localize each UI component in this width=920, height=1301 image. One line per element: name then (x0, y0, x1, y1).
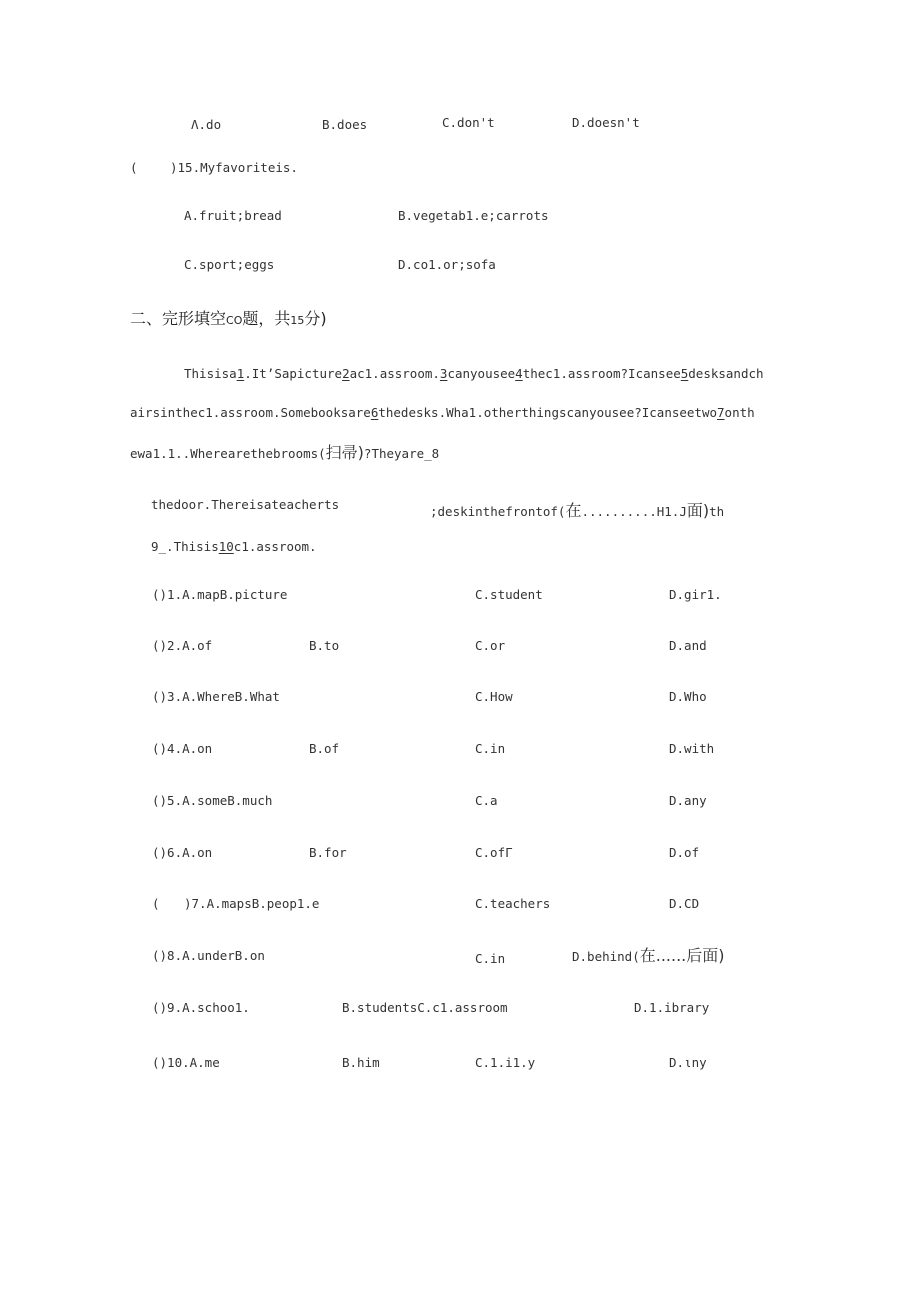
q15-stem: )15.Myfavoriteis. (170, 160, 298, 175)
q9-stem: ()9.A.schoo1. (152, 1000, 250, 1015)
q15-answer-paren: ( (130, 160, 138, 175)
passage-line-1: Thisisa1.It’Sapicture2ac1.assroom.3canyousee4thec1.assroom?Icansee5desksandch (184, 366, 764, 381)
q7-option-d: D.CD (669, 896, 700, 911)
passage-line-4b: ;deskinthefrontof(在..........H1.J面)th (430, 501, 725, 520)
q10-option-d: D.ιny (669, 1055, 707, 1070)
q4-option-b: B.of (309, 741, 340, 756)
blank-3: 3 (439, 366, 448, 381)
q14-option-b: B.does (322, 117, 368, 132)
blank-7: 7 (717, 405, 725, 420)
q5-option-d: D.any (669, 793, 707, 808)
q7-option-c: C.teachers (475, 896, 551, 911)
passage-line-5: 9_.Thisis10c1.assroom. (151, 539, 317, 554)
blank-6: 6 (370, 405, 379, 420)
q9-option-d: D.1.ibrary (634, 1000, 710, 1015)
q1-option-c: C.student (475, 587, 543, 602)
q4-stem: ()4.A.on (152, 741, 213, 756)
q6-option-d: D.of (669, 845, 700, 860)
section-heading: 二、完形填空CO题，共15分) (130, 309, 327, 328)
blank-4: 4 (515, 366, 523, 381)
q5-option-c: C.a (475, 793, 498, 808)
q5-stem: ()5.A.someB.much (152, 793, 273, 808)
q3-option-d: D.Who (669, 689, 707, 704)
q2-option-d: D.and (669, 638, 707, 653)
q1-stem: ()1.A.mapB.picture (152, 587, 288, 602)
q3-stem: ()3.A.WhereB.What (152, 689, 280, 704)
q7-answer-paren: ( (152, 896, 160, 911)
q14-option-a: Λ.do (191, 117, 222, 132)
q4-option-c: C.in (475, 741, 506, 756)
q15-option-b: B.vegetab1.e;carrots (398, 208, 549, 223)
q4-option-d: D.with (669, 741, 715, 756)
q8-option-c: C.in (475, 951, 506, 966)
q10-stem: ()10.A.me (152, 1055, 220, 1070)
blank-10: 10 (218, 539, 234, 554)
blank-5: 5 (680, 366, 689, 381)
q8-stem: ()8.A.underB.on (152, 948, 265, 963)
q6-stem: ()6.A.on (152, 845, 213, 860)
q15-option-d: D.co1.or;sofa (398, 257, 496, 272)
blank-1: 1 (236, 366, 245, 381)
q2-stem: ()2.A.of (152, 638, 213, 653)
q6-option-c: C.ofΓ (475, 845, 513, 860)
q3-option-c: C.How (475, 689, 513, 704)
q14-option-d: D.doesn't (572, 115, 640, 130)
q14-option-c: C.don't (442, 115, 495, 130)
q9-option-b: B.studentsC.c1.assroom (342, 1000, 508, 1015)
q2-option-c: C.or (475, 638, 506, 653)
q2-option-b: B.to (309, 638, 340, 653)
q1-option-d: D.gir1. (669, 587, 722, 602)
q6-option-b: B.for (309, 845, 347, 860)
blank-2: 2 (342, 366, 350, 381)
passage-line-4a: thedoor.Thereisateacherts (151, 497, 340, 512)
q15-option-c: C.sport;eggs (184, 257, 275, 272)
passage-line-3: ewa1.1..Wherearethebrooms(扫帚)?Theyare_8 (130, 443, 440, 462)
q15-option-a: A.fruit;bread (184, 208, 282, 223)
q10-option-c: C.1.i1.y (475, 1055, 536, 1070)
q8-option-d: D.behind(在......后面) (572, 946, 725, 965)
q7-stem: )7.A.mapsB.peop1.e (184, 896, 320, 911)
q10-option-b: B.him (342, 1055, 380, 1070)
passage-line-2: airsinthec1.assroom.Somebooksare6thedesks.Wha1.otherthingscanyousee?Icanseetwo7onth (130, 405, 755, 420)
